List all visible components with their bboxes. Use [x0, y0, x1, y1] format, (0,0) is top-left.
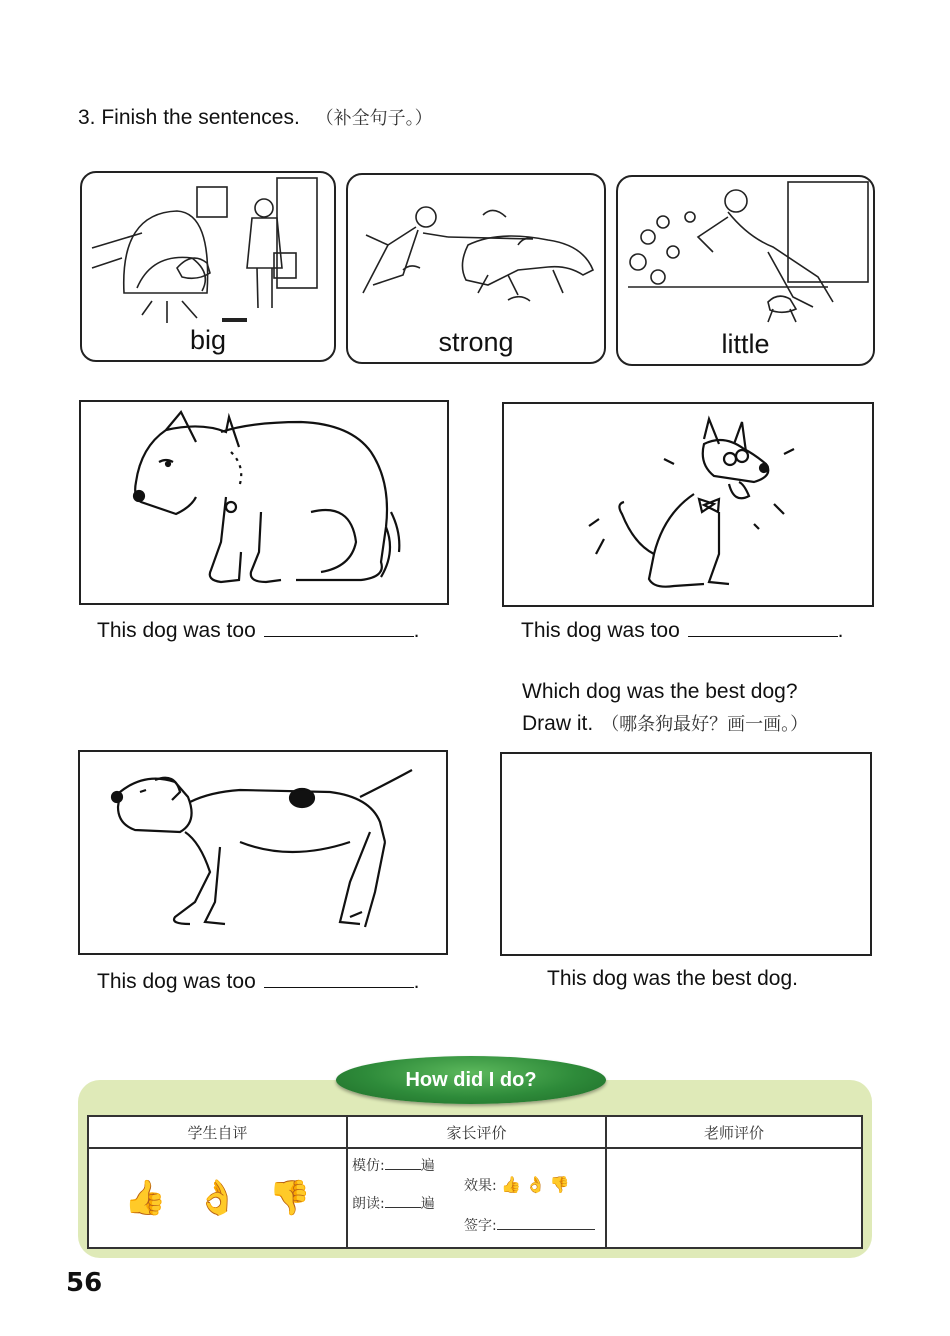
sitting-dog-illustration: [81, 402, 447, 603]
question-line-2: [522, 708, 808, 741]
col-parent: 家长评价: [347, 1116, 606, 1148]
picture-little-dog-mess: [616, 175, 875, 366]
teacher-eval[interactable]: [606, 1148, 862, 1248]
imitate-label: 模仿:: [352, 1158, 385, 1174]
sentence-dog-3: [97, 967, 419, 994]
walking-dog-illustration: [80, 752, 446, 953]
exercise-title-en: 3. Finish the sentences.: [78, 106, 300, 129]
thumbs-up-icon[interactable]: 👍: [123, 1178, 167, 1218]
student-self-eval: [88, 1148, 347, 1248]
sentence-dog-2-period: .: [837, 619, 844, 642]
picture-strong-dog-dragging: [346, 173, 606, 364]
drawing-area[interactable]: [500, 752, 872, 956]
page-number: 56: [66, 1268, 103, 1298]
thumbs-down-icon[interactable]: 👎: [268, 1178, 311, 1218]
sentence-dog-3-period: .: [413, 970, 420, 993]
question-draw-it-cn: （哪条狗最好？画一画。）: [601, 714, 809, 735]
col-student: 学生自评: [88, 1116, 347, 1148]
effect-label: 效果:: [464, 1178, 497, 1194]
exercise-title: [78, 104, 433, 130]
imitate-row: [352, 1155, 435, 1175]
sentence-dog-1-blank[interactable]: [264, 616, 414, 637]
word-big: big: [189, 325, 227, 355]
effect-ok-icon[interactable]: 👌: [525, 1175, 546, 1194]
imitate-unit: 遍: [420, 1158, 435, 1174]
sign-row: [464, 1215, 595, 1235]
exercise-title-cn: （补全句子。）: [315, 108, 433, 129]
sentence-best-dog: This dog was the best dog.: [547, 967, 798, 990]
dog-picture-little-sitting: [502, 402, 874, 607]
sentence-dog-1-period: .: [413, 619, 420, 642]
effect-good-icon[interactable]: 👍: [501, 1175, 522, 1194]
dog-picture-big-sitting: [79, 400, 449, 605]
word-strong: strong: [438, 327, 514, 357]
best-dog-question: [522, 676, 808, 741]
picture-big-dog-room: [80, 171, 336, 362]
read-label: 朗读:: [352, 1196, 385, 1212]
col-teacher: 老师评价: [606, 1116, 862, 1148]
read-blank[interactable]: [385, 1195, 421, 1208]
sentence-dog-2-text: This dog was too: [521, 619, 680, 642]
sentence-dog-2: [521, 616, 843, 643]
read-unit: 遍: [420, 1196, 435, 1212]
question-draw-it: Draw it.: [522, 712, 594, 735]
sentence-dog-3-text: This dog was too: [97, 970, 256, 993]
sentence-dog-2-blank[interactable]: [688, 616, 838, 637]
ok-hand-icon[interactable]: 👌: [196, 1178, 239, 1218]
sentence-dog-1: [97, 616, 419, 643]
sign-blank[interactable]: [497, 1217, 595, 1230]
read-row: [352, 1193, 435, 1213]
sign-label: 签字:: [464, 1218, 497, 1234]
evaluation-title: How did I do?: [336, 1056, 606, 1104]
little-dog-illustration-2: [504, 404, 872, 605]
parent-eval: [347, 1148, 606, 1248]
evaluation-table: [87, 1115, 863, 1249]
word-little: little: [721, 329, 770, 359]
effect-bad-icon[interactable]: 👎: [549, 1175, 570, 1194]
sentence-dog-1-text: This dog was too: [97, 619, 256, 642]
dog-picture-strong-walking: [78, 750, 448, 955]
question-line-1: Which dog was the best dog?: [522, 680, 798, 703]
sentence-dog-3-blank[interactable]: [264, 967, 414, 988]
effect-row: [464, 1175, 570, 1195]
imitate-blank[interactable]: [385, 1157, 421, 1170]
